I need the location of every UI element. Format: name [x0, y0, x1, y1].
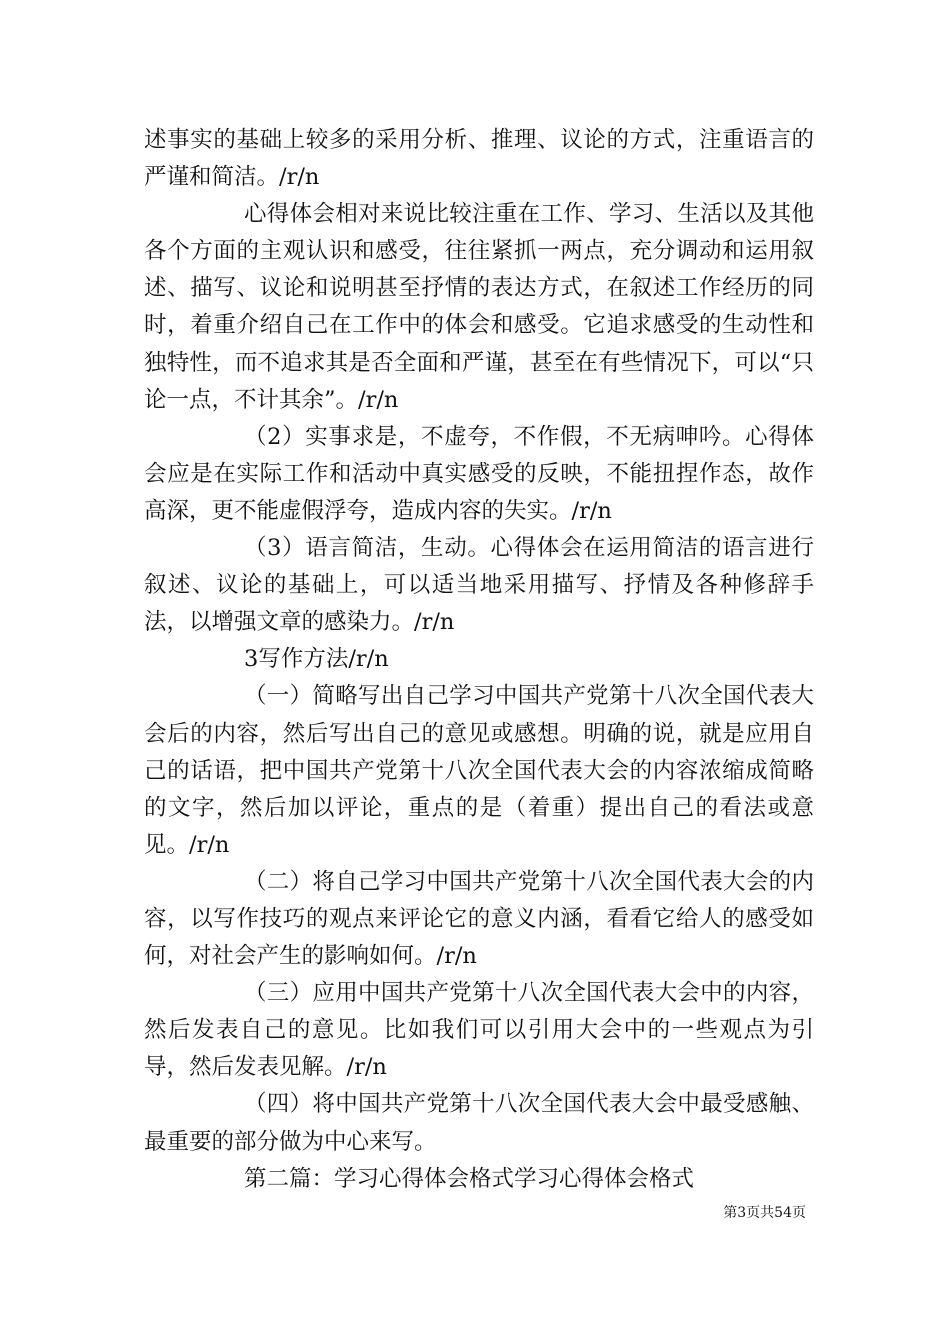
- paragraph-continuation: 述事实的基础上较多的采用分析、推理、议论的方式，注重语言的严谨和简洁。/r/n: [144, 127, 814, 191]
- paragraph-method-2: （二）将自己学习中国共产党第十八次全国代表大会的内容，以写作技巧的观点来评论它的意义内涵，看看它给人的感受如何，对社会产生的影响如何。/r/n: [144, 868, 814, 970]
- paragraph-point-3: （3）语言简洁，生动。心得体会在运用简洁的语言进行叙述、议论的基础上，可以适当地采用描写、抒情及各种修辞手法，以增强文章的感染力。/r/n: [144, 535, 814, 636]
- paragraph-point-2: （2）实事求是，不虚夸，不作假，不无病呻吟。心得体会应是在实际工作和活动中真实感受的反映，不能扭捏作态，故作高深，更不能虚假浮夸，造成内容的失实。/r/n: [144, 423, 814, 524]
- chapter-title-second: 第二篇：学习心得体会格式学习心得体会格式: [244, 1165, 695, 1192]
- paragraph-method-4: （四）将中国共产党第十八次全国代表大会中最受感触、最重要的部分做为中心来写。: [144, 1091, 814, 1155]
- document-body: [144, 122, 814, 1198]
- paragraph-method-1: （一）简略写出自己学习中国共产党第十八次全国代表大会后的内容，然后写出自己的意见或感想。明确的说，就是应用自己的话语，把中国共产党第十八次全国代表大会的内容浓缩成简略的文字，然后加以评论，重点的是（着重）提出自己的看法或意见。/r/n: [144, 683, 814, 858]
- paragraph-method-3: （三）应用中国共产党第十八次全国代表大会中的内容，然后发表自己的意见。比如我们可以引用大会中的一些观点为引导，然后发表见解。/r/n: [144, 980, 814, 1081]
- paragraph-xinde-description: 心得体会相对来说比较注重在工作、学习、生活以及其他各个方面的主观认识和感受，往往紧抓一两点，充分调动和运用叙述、描写、议论和说明甚至抒情的表达方式，在叙述工作经历的同时，着重介绍自己在工作中的体会和感受。它追求感受的生动性和独特性，而不追求其是否全面和严谨，甚至在有些情况下，可以“只论一点，不计其余”。/r/n: [144, 201, 814, 413]
- section-heading-writing-method: 3写作方法/r/n: [244, 646, 389, 673]
- page-number-footer: 第3页共54页: [723, 1205, 806, 1221]
